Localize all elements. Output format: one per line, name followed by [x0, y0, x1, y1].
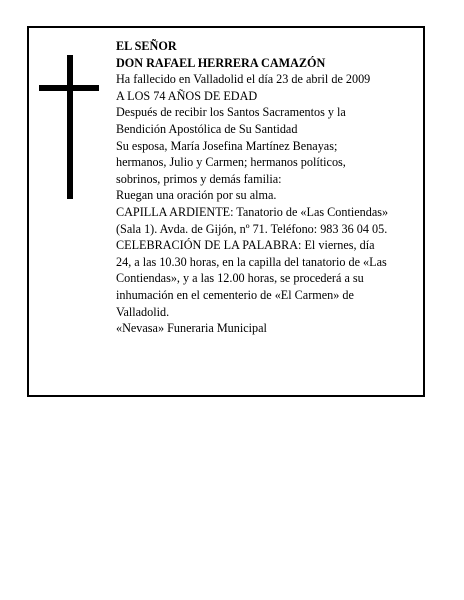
sacraments-line-1: Después de recibir los Santos Sacramentos y la	[116, 105, 346, 120]
sacraments-line-2: Bendición Apostólica de Su Santidad	[116, 121, 298, 136]
prayer-line: Ruegan una oración por su alma.	[116, 188, 277, 203]
obituary-notice	[27, 26, 425, 397]
cross-horizontal-bar	[39, 85, 99, 91]
family-line-1: Su esposa, María Josefina Martínez Benayas;	[116, 138, 338, 153]
celebration-line-2: 24, a las 10.30 horas, en la capilla del tanatorio de «Las	[116, 254, 387, 269]
celebration-line-4: inhumación en el cementerio de «El Carmen» de	[116, 287, 354, 302]
celebration-line-5: Valladolid.	[116, 304, 170, 319]
title-line: EL SEÑOR	[116, 39, 177, 53]
celebration-line-3: Contiendas», y a las 12.00 horas, se procederá a su	[116, 271, 364, 286]
family-line-2: hermanos, Julio y Carmen; hermanos políticos,	[116, 155, 346, 170]
deceased-name: DON RAFAEL HERRERA CAMAZÓN	[116, 55, 326, 70]
family-line-3: sobrinos, primos y demás familia:	[116, 171, 282, 186]
death-date-line: Ha fallecido en Valladolid el día 23 de abril de 2009	[116, 72, 371, 87]
celebration-line-1: CELEBRACIÓN DE LA PALABRA: El viernes, día	[116, 238, 375, 253]
notice-text	[116, 38, 426, 337]
chapel-line-2: (Sala 1). Avda. de Gijón, nº 71. Teléfono: 983 36 04 05.	[116, 221, 388, 236]
chapel-line-1: CAPILLA ARDIENTE: Tanatorio de «Las Contiendas»	[116, 204, 389, 219]
cross-vertical-bar	[67, 55, 73, 199]
funeral-home-line: «Nevasa» Funeraria Municipal	[116, 321, 267, 336]
age-line: A LOS 74 AÑOS DE EDAD	[116, 88, 258, 103]
